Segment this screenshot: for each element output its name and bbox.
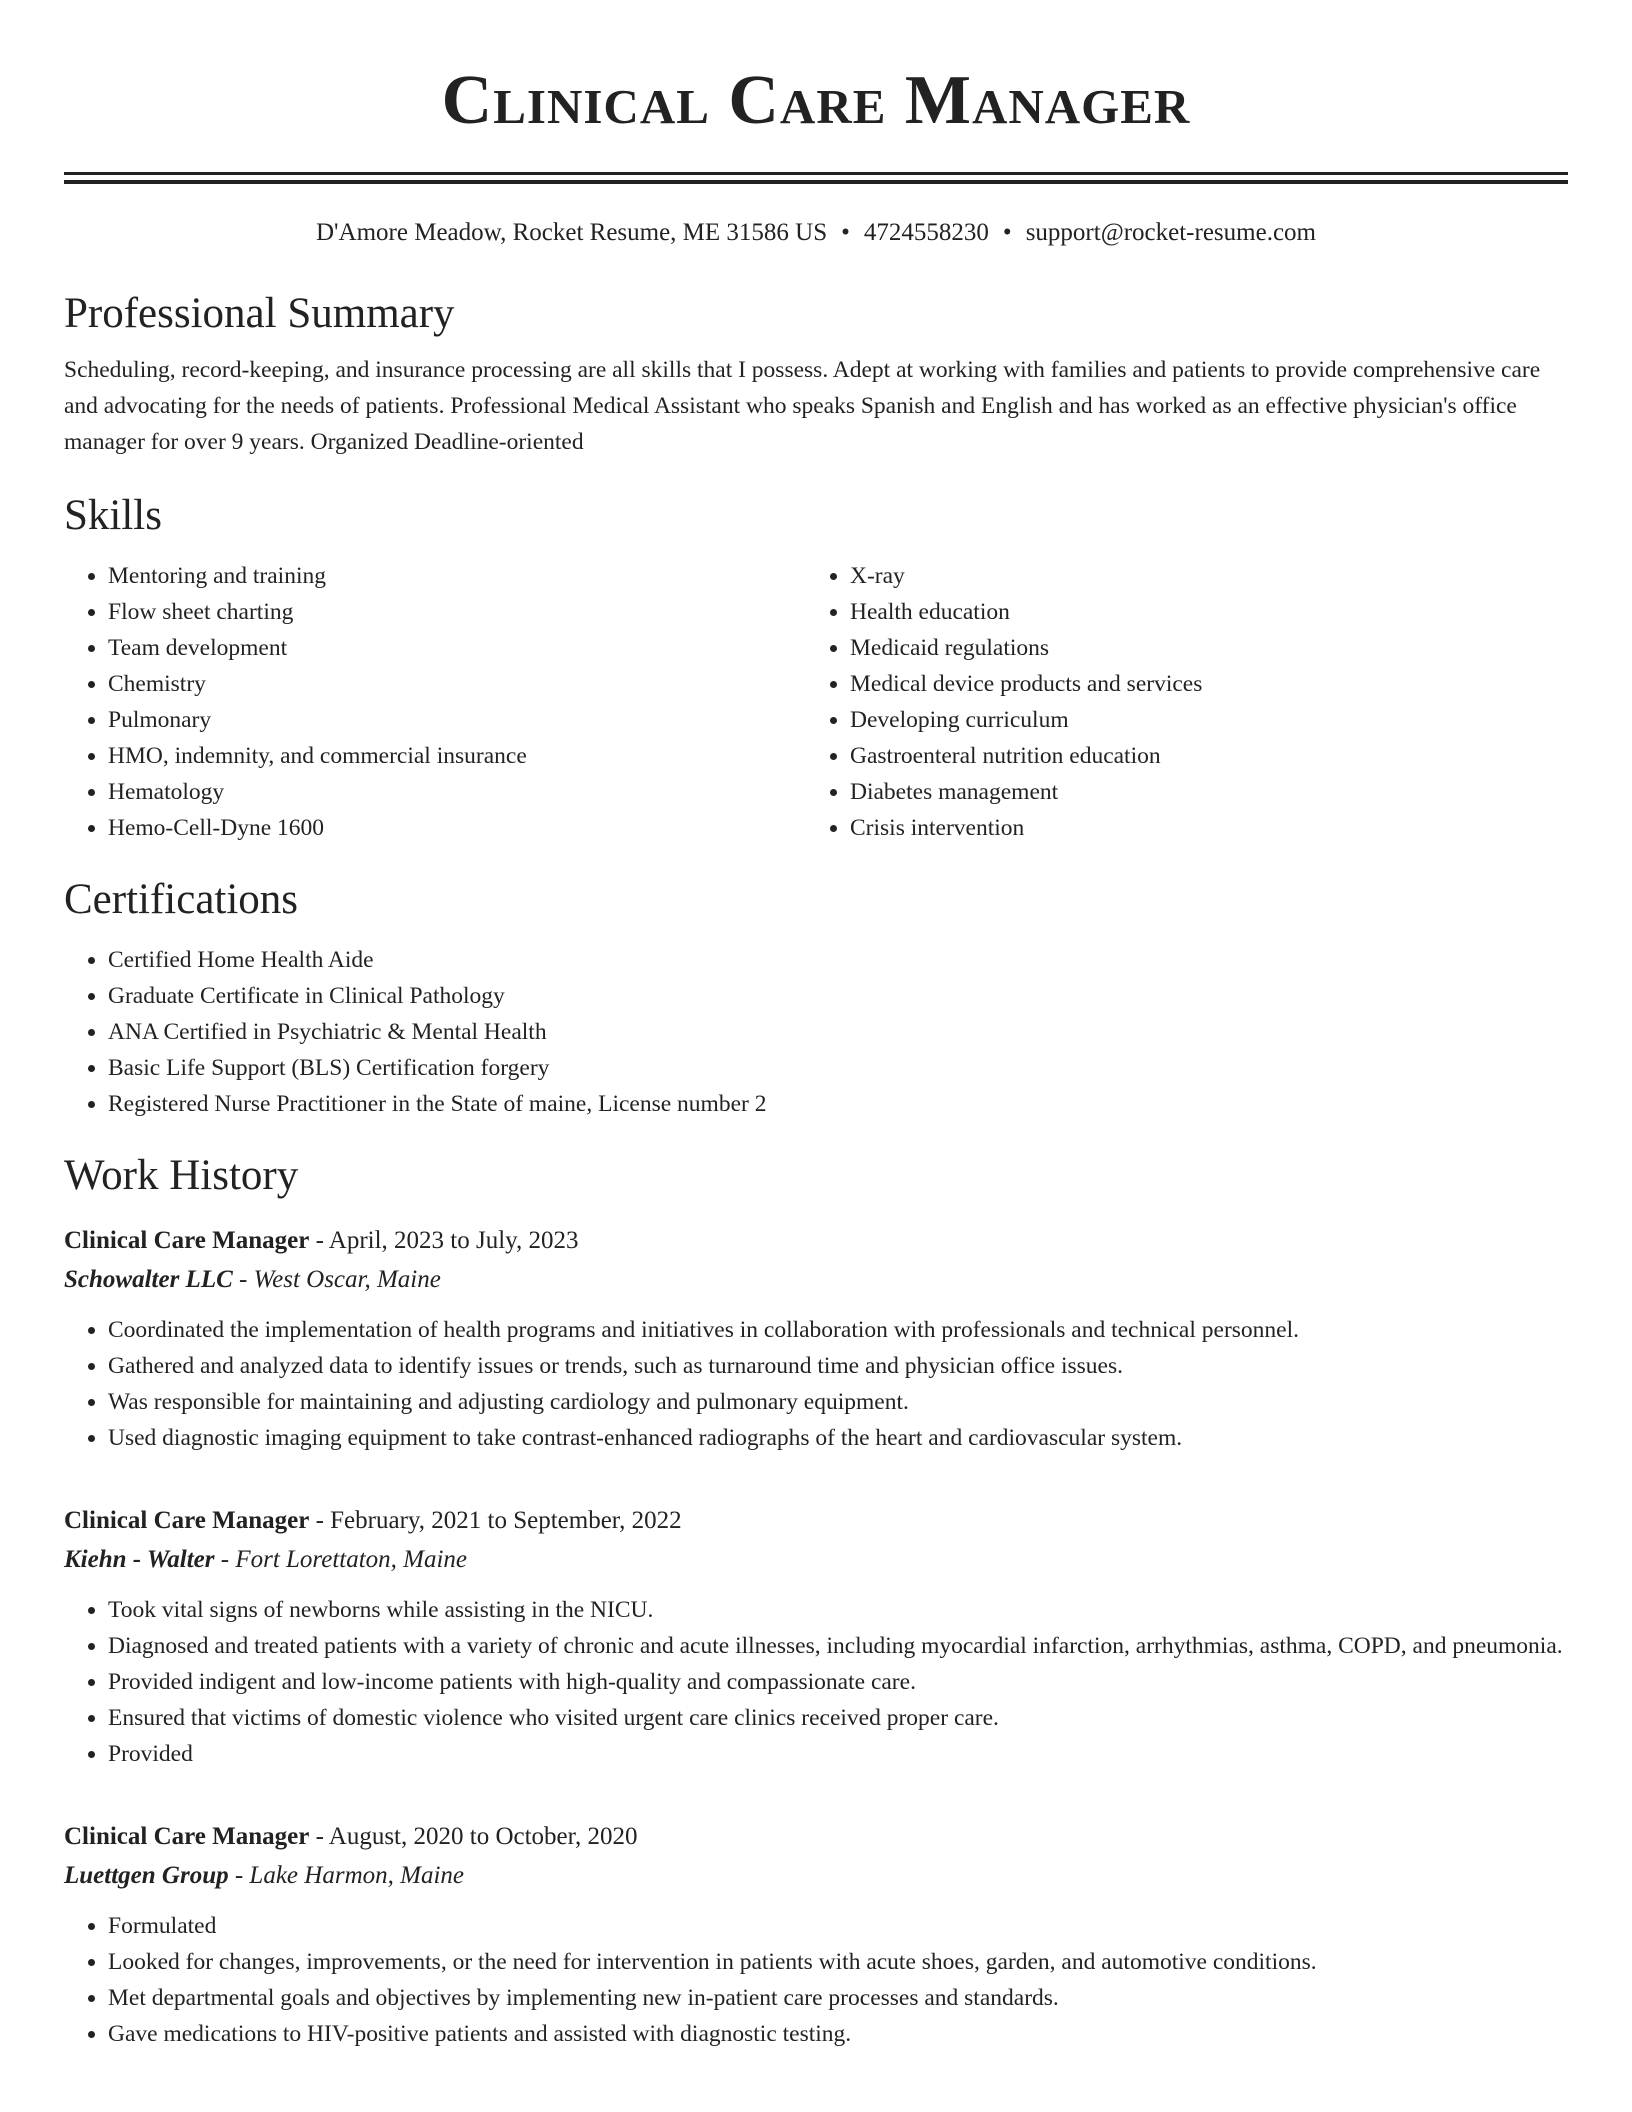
contact-line — [64, 216, 1568, 250]
resume-name: Clinical Care Manager — [441, 62, 1191, 139]
contact-address: D'Amore Meadow, Rocket Resume, ME 31586 US — [316, 219, 828, 246]
job-bullet: • Ensured that victims of domestic violence who visited urgent care clinics received proper care. — [108, 1700, 1568, 1736]
certification-item: • Registered Nurse Practitioner in the State of maine, License number 2 — [108, 1086, 1568, 1122]
job-entry — [64, 1818, 1568, 2052]
skills-list-left — [64, 558, 806, 846]
job-bullet: • Gave medications to HIV-positive patients and assisted with diagnostic testing. — [108, 2016, 1568, 2052]
job-title: Clinical Care Manager — [64, 1227, 310, 1254]
job-location: - Fort Lorettaton, Maine — [214, 1546, 468, 1573]
skill-item: • Team development — [108, 630, 806, 666]
job-bullet: • Provided indigent and low-income patients with high-quality and compassionate care. — [108, 1664, 1568, 1700]
job-bullet: • Took vital signs of newborns while assisting in the NICU. — [108, 1592, 1568, 1628]
skills-heading: Skills — [64, 492, 162, 539]
job-bullet-list — [64, 1592, 1568, 1772]
skill-item: • Crisis intervention — [850, 810, 1548, 846]
job-company: Schowalter LLC — [64, 1266, 233, 1293]
job-bullet: • Met departmental goals and objectives by implementing new in-patient care processes and standards. — [108, 1980, 1568, 2016]
job-bullet-list — [64, 1312, 1568, 1456]
skill-item: • HMO, indemnity, and commercial insurance — [108, 738, 806, 774]
skill-item: • Flow sheet charting — [108, 594, 806, 630]
skills-list-right — [806, 558, 1548, 846]
job-bullet: • Diagnosed and treated patients with a variety of chronic and acute illnesses, including myocardial infarction, arrhythmias, asthma, COPD, and pneumonia. — [108, 1628, 1568, 1664]
certifications-list — [64, 942, 1568, 1122]
contact-phone: 4724558230 — [863, 219, 989, 246]
job-bullet: • Used diagnostic imaging equipment to take contrast-enhanced radiographs of the heart and cardiovascular system. — [108, 1420, 1568, 1456]
job-bullet: • Coordinated the implementation of health programs and initiatives in collaboration with professionals and technical personnel. — [108, 1312, 1568, 1348]
job-company-line — [64, 1856, 1568, 1896]
skill-item: • Medicaid regulations — [850, 630, 1548, 666]
job-entry — [64, 1502, 1568, 1772]
skill-item: • Hematology — [108, 774, 806, 810]
skills-grid — [64, 558, 1568, 846]
job-location: - Lake Harmon, Maine — [228, 1862, 464, 1889]
skill-item: • Diabetes management — [850, 774, 1548, 810]
contact-separator: • — [1002, 219, 1012, 246]
job-title: Clinical Care Manager — [64, 1507, 310, 1534]
skill-item: • X-ray — [850, 558, 1548, 594]
skill-item: • Mentoring and training — [108, 558, 806, 594]
job-company-line — [64, 1260, 1568, 1300]
skill-item: • Hemo-Cell-Dyne 1600 — [108, 810, 806, 846]
job-dates: - April, 2023 to July, 2023 — [309, 1227, 579, 1254]
certification-item: • Certified Home Health Aide — [108, 942, 1568, 978]
job-bullet: • Was responsible for maintaining and adjusting cardiology and pulmonary equipment. — [108, 1384, 1568, 1420]
skill-item: • Gastroenteral nutrition education — [850, 738, 1548, 774]
job-company: Luettgen Group — [64, 1862, 229, 1889]
certification-item: • Graduate Certificate in Clinical Pathology — [108, 978, 1568, 1014]
work-history-section — [64, 1148, 1568, 2052]
job-title-line — [64, 1502, 1568, 1540]
summary-section — [64, 286, 1568, 460]
job-entry — [64, 1222, 1568, 1456]
certification-item: • ANA Certified in Psychiatric & Mental Health — [108, 1014, 1568, 1050]
certifications-heading: Certifications — [64, 876, 299, 923]
job-bullet: • Formulated — [108, 1908, 1568, 1944]
certifications-section — [64, 872, 1568, 1122]
job-company-line — [64, 1540, 1568, 1580]
job-bullet: • Looked for changes, improvements, or the need for intervention in patients with acute shoes, garden, and automotive conditions. — [108, 1944, 1568, 1980]
contact-separator: • — [841, 219, 850, 246]
job-bullet-list — [64, 1908, 1568, 2052]
job-bullet: • Gathered and analyzed data to identify issues or trends, such as turnaround time and physician office issues. — [108, 1348, 1568, 1384]
job-dates: - February, 2021 to September, 2022 — [309, 1507, 682, 1534]
summary-text: Scheduling, record-keeping, and insurance processing are all skills that I possess. Adept at working with families and patients to provide comprehensive care and advocating for the needs of patients. Professional Medical Assistant who speaks Spanish and English and has worked as an effective physician's office manager for over 9 years. Organized Deadline-oriented — [64, 357, 1541, 455]
skills-column-right — [806, 558, 1548, 846]
summary-heading: Professional Summary — [64, 290, 455, 337]
skill-item: • Pulmonary — [108, 702, 806, 738]
skill-item: • Medical device products and services — [850, 666, 1548, 702]
job-title-line — [64, 1222, 1568, 1260]
work-history-heading: Work History — [64, 1152, 299, 1199]
header-divider — [64, 172, 1568, 184]
skill-item: • Health education — [850, 594, 1548, 630]
skill-item: • Chemistry — [108, 666, 806, 702]
certification-item: • Basic Life Support (BLS) Certification forgery — [108, 1050, 1568, 1086]
job-bullet: • Provided — [108, 1736, 1568, 1772]
job-location: - West Oscar, Maine — [232, 1266, 441, 1293]
skills-column-left — [64, 558, 806, 846]
job-dates: - August, 2020 to October, 2020 — [309, 1823, 638, 1850]
job-title: Clinical Care Manager — [64, 1823, 310, 1850]
job-title-line — [64, 1818, 1568, 1856]
skills-section — [64, 488, 1568, 846]
skill-item: • Developing curriculum — [850, 702, 1548, 738]
contact-email: support@rocket-resume.com — [1025, 219, 1316, 246]
job-company: Kiehn - Walter — [64, 1546, 215, 1573]
